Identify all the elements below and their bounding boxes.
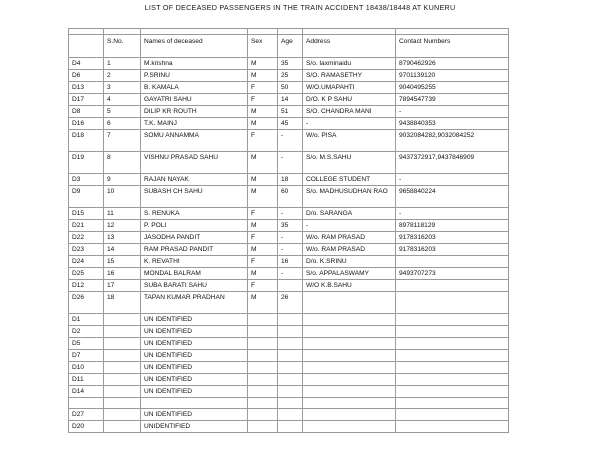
table-row: [69, 292, 509, 314]
cell-sex: M: [248, 118, 278, 130]
cell-sno: 6: [104, 118, 141, 130]
cell-sex: F: [248, 82, 278, 94]
cell-contact: 9178316203: [396, 244, 509, 256]
cell-age: [278, 350, 303, 362]
cell-contact: -: [396, 208, 509, 220]
cell-address: D/O. K P SAHU: [303, 94, 396, 106]
table-row: [69, 256, 509, 268]
cell-sex: F: [248, 94, 278, 106]
cell-sex: M: [248, 106, 278, 118]
table-row: [69, 70, 509, 82]
cell-body-id: D20: [69, 421, 104, 433]
table-row: [69, 152, 509, 174]
cell-body-id: D24: [69, 256, 104, 268]
cell-age: [278, 338, 303, 350]
cell-contact: [396, 292, 509, 314]
cell-name: S. RENUKA: [141, 208, 248, 220]
cell-age: [278, 362, 303, 374]
cell-sno: 5: [104, 106, 141, 118]
cell-sno: 14: [104, 244, 141, 256]
cell-name: VISHNU PRASAD SAHU: [141, 152, 248, 174]
cell-contact: [396, 398, 509, 409]
cell-sno: 8: [104, 152, 141, 174]
cell-address: -: [303, 118, 396, 130]
cell-contact: 8790462926: [396, 58, 509, 70]
cell-sno: [104, 398, 141, 409]
cell-body-id: D14: [69, 386, 104, 398]
table-row: [69, 58, 509, 70]
cell-body-id: D22: [69, 232, 104, 244]
column-header-body-id: [69, 35, 104, 58]
cell-name: UN IDENTIFIED: [141, 409, 248, 421]
table-row: [69, 174, 509, 186]
cell-body-id: D21: [69, 220, 104, 232]
cell-address: [303, 350, 396, 362]
cell-name: JASODHA PANDIT: [141, 232, 248, 244]
cell-address: S/O. CHANDRA MANI: [303, 106, 396, 118]
cell-sno: 10: [104, 186, 141, 208]
table-row: [69, 244, 509, 256]
cell-contact: [396, 280, 509, 292]
cell-sex: F: [248, 280, 278, 292]
cell-sex: [248, 398, 278, 409]
column-header-sex: Sex: [248, 35, 278, 58]
cell-contact: [396, 421, 509, 433]
table-row: [69, 82, 509, 94]
cell-sno: [104, 314, 141, 326]
cell-address: D/o. K.SRINU: [303, 256, 396, 268]
cell-sno: [104, 409, 141, 421]
cell-contact: [396, 386, 509, 398]
page-title: LIST OF DECEASED PASSENGERS IN THE TRAIN ACCIDENT 18438/18448 AT KUNERU: [144, 3, 456, 12]
cell-sno: 2: [104, 70, 141, 82]
cell-age: 25: [278, 70, 303, 82]
cell-body-id: D25: [69, 268, 104, 280]
cell-age: -: [278, 268, 303, 280]
cell-body-id: D19: [69, 152, 104, 174]
cell-address: [303, 374, 396, 386]
cell-body-id: D16: [69, 118, 104, 130]
cell-name: TAPAN KUMAR PRADHAN: [141, 292, 248, 314]
cell-sex: [248, 314, 278, 326]
cell-address: [303, 421, 396, 433]
cell-sex: [248, 409, 278, 421]
cell-contact: [396, 374, 509, 386]
cell-name: [141, 398, 248, 409]
cell-address: [303, 326, 396, 338]
cell-name: UN IDENTIFIED: [141, 362, 248, 374]
table-row: [69, 350, 509, 362]
cell-contact: 9040495255: [396, 82, 509, 94]
cell-body-id: D5: [69, 338, 104, 350]
cell-sno: [104, 326, 141, 338]
cell-age: 35: [278, 220, 303, 232]
cell-sno: [104, 421, 141, 433]
cell-sno: 18: [104, 292, 141, 314]
cell-sex: M: [248, 268, 278, 280]
column-header-sno: S.No.: [104, 35, 141, 58]
cell-address: [303, 409, 396, 421]
cell-name: UN IDENTIFIED: [141, 374, 248, 386]
cell-name: SUBA BARATI SAHU: [141, 280, 248, 292]
cell-sex: M: [248, 174, 278, 186]
cell-contact: [396, 314, 509, 326]
cell-contact: 9701139120: [396, 70, 509, 82]
cell-address: [303, 398, 396, 409]
cell-sno: 1: [104, 58, 141, 70]
cell-age: [278, 374, 303, 386]
cell-sno: 15: [104, 256, 141, 268]
cell-address: [303, 314, 396, 326]
cell-sex: [248, 362, 278, 374]
cell-body-id: D26: [69, 292, 104, 314]
table-body: [69, 29, 509, 433]
deceased-passengers-table-container: [68, 28, 508, 433]
column-header-contact: Contact Numbers: [396, 35, 509, 58]
table-row: [69, 280, 509, 292]
cell-sex: [248, 421, 278, 433]
table-row: [69, 220, 509, 232]
cell-name: UNIDENTIFIED: [141, 421, 248, 433]
cell-address: S/o. laxminaidu: [303, 58, 396, 70]
cell-sex: [248, 326, 278, 338]
cell-sno: 11: [104, 208, 141, 220]
cell-contact: 9437372917,9437846909: [396, 152, 509, 174]
cell-sex: F: [248, 130, 278, 152]
cell-contact: 8978118129: [396, 220, 509, 232]
cell-name: SOMU ANNAMMA: [141, 130, 248, 152]
cell-name: K. REVATHI: [141, 256, 248, 268]
cell-sex: M: [248, 186, 278, 208]
cell-address: W/o. RAM PRASAD: [303, 244, 396, 256]
cell-body-id: D7: [69, 350, 104, 362]
cell-contact: -: [396, 106, 509, 118]
cell-sex: M: [248, 58, 278, 70]
cell-name: DILIP KR ROUTH: [141, 106, 248, 118]
cell-contact: [396, 256, 509, 268]
cell-sex: F: [248, 232, 278, 244]
cell-sex: [248, 350, 278, 362]
cell-address: W/o. RAM PRASAD: [303, 232, 396, 244]
table-row: [69, 386, 509, 398]
cell-sno: 16: [104, 268, 141, 280]
cell-sno: 12: [104, 220, 141, 232]
table-row: [69, 314, 509, 326]
cell-address: D/o. SARANGA: [303, 208, 396, 220]
cell-contact: 9438840353: [396, 118, 509, 130]
column-header-age: Age: [278, 35, 303, 58]
cell-sex: M: [248, 152, 278, 174]
cell-body-id: D13: [69, 82, 104, 94]
cell-name: GAYATRI SAHU: [141, 94, 248, 106]
cell-age: 50: [278, 82, 303, 94]
table-row: [69, 94, 509, 106]
table-row: [69, 186, 509, 208]
cell-age: [278, 280, 303, 292]
cell-contact: 9032084282,9032084252: [396, 130, 509, 152]
cell-age: -: [278, 244, 303, 256]
cell-sno: [104, 362, 141, 374]
cell-body-id: D23: [69, 244, 104, 256]
cell-body-id: [69, 398, 104, 409]
cell-address: W/O.UMAPAHTI: [303, 82, 396, 94]
cell-body-id: D12: [69, 280, 104, 292]
cell-body-id: D6: [69, 70, 104, 82]
cell-contact: [396, 326, 509, 338]
table-row: [69, 362, 509, 374]
cell-body-id: D18: [69, 130, 104, 152]
cell-age: 45: [278, 118, 303, 130]
cell-address: -: [303, 220, 396, 232]
cell-age: 60: [278, 186, 303, 208]
cell-age: [278, 386, 303, 398]
cell-body-id: D11: [69, 374, 104, 386]
cell-sno: 17: [104, 280, 141, 292]
cell-sno: [104, 350, 141, 362]
cell-body-id: D10: [69, 362, 104, 374]
table-row: [69, 208, 509, 220]
cell-name: B. KAMALA: [141, 82, 248, 94]
table-row: [69, 374, 509, 386]
cell-sno: 9: [104, 174, 141, 186]
cell-address: S/o. MADHUSUDHAN RAO: [303, 186, 396, 208]
cell-body-id: D27: [69, 409, 104, 421]
table-row: [69, 118, 509, 130]
cell-sno: [104, 338, 141, 350]
cell-age: [278, 409, 303, 421]
cell-age: [278, 314, 303, 326]
cell-body-id: D2: [69, 326, 104, 338]
cell-sno: 3: [104, 82, 141, 94]
cell-name: T.K. MAINJ: [141, 118, 248, 130]
cell-age: [278, 398, 303, 409]
cell-name: RAJAN NAYAK: [141, 174, 248, 186]
cell-sex: [248, 338, 278, 350]
cell-contact: 9178316203: [396, 232, 509, 244]
cell-body-id: D1: [69, 314, 104, 326]
cell-address: [303, 362, 396, 374]
table-row: [69, 326, 509, 338]
cell-age: 14: [278, 94, 303, 106]
cell-name: SUBASH CH SAHU: [141, 186, 248, 208]
table-row: [69, 130, 509, 152]
cell-address: [303, 338, 396, 350]
cell-name: UN IDENTIFIED: [141, 326, 248, 338]
cell-sex: [248, 386, 278, 398]
cell-name: UN IDENTIFIED: [141, 314, 248, 326]
table-blank-row: [69, 398, 509, 409]
cell-contact: -: [396, 174, 509, 186]
cell-contact: [396, 350, 509, 362]
cell-body-id: D8: [69, 106, 104, 118]
cell-body-id: D4: [69, 58, 104, 70]
cell-address: [303, 386, 396, 398]
table-row: [69, 421, 509, 433]
cell-contact: 7894547739: [396, 94, 509, 106]
cell-sno: 13: [104, 232, 141, 244]
cell-sex: M: [248, 292, 278, 314]
cell-age: 26: [278, 292, 303, 314]
cell-name: UN IDENTIFIED: [141, 338, 248, 350]
cell-age: 51: [278, 106, 303, 118]
cell-name: UN IDENTIFIED: [141, 350, 248, 362]
cell-address: [303, 292, 396, 314]
cell-contact: [396, 409, 509, 421]
cell-name: P.SRINU: [141, 70, 248, 82]
cell-age: 18: [278, 174, 303, 186]
cell-sno: 4: [104, 94, 141, 106]
cell-address: COLLEGE STUDENT: [303, 174, 396, 186]
cell-sno: [104, 386, 141, 398]
cell-contact: 9658840224: [396, 186, 509, 208]
cell-sex: F: [248, 256, 278, 268]
cell-name: RAM PRASAD PANDIT: [141, 244, 248, 256]
cell-age: -: [278, 208, 303, 220]
table-row: [69, 409, 509, 421]
cell-age: -: [278, 130, 303, 152]
cell-address: W/o. PISA: [303, 130, 396, 152]
cell-sex: M: [248, 70, 278, 82]
column-header-name: Names of deceased: [141, 35, 248, 58]
table-row: [69, 338, 509, 350]
cell-sex: [248, 374, 278, 386]
cell-body-id: D15: [69, 208, 104, 220]
cell-sno: 7: [104, 130, 141, 152]
cell-body-id: D3: [69, 174, 104, 186]
cell-sex: M: [248, 220, 278, 232]
cell-name: M.krishna: [141, 58, 248, 70]
cell-body-id: D9: [69, 186, 104, 208]
table-row: [69, 106, 509, 118]
table-row: [69, 268, 509, 280]
cell-address: W/O K.B.SAHU: [303, 280, 396, 292]
cell-contact: [396, 338, 509, 350]
cell-sno: [104, 374, 141, 386]
deceased-passengers-table: [68, 28, 509, 433]
cell-sex: F: [248, 208, 278, 220]
column-header-address: Address: [303, 35, 396, 58]
cell-name: P. POLI: [141, 220, 248, 232]
cell-name: MONDAL BALRAM: [141, 268, 248, 280]
cell-name: UN IDENTIFIED: [141, 386, 248, 398]
cell-age: 35: [278, 58, 303, 70]
cell-contact: [396, 362, 509, 374]
cell-age: 16: [278, 256, 303, 268]
table-header-row: [69, 35, 509, 58]
cell-contact: 9493707273: [396, 268, 509, 280]
cell-body-id: D17: [69, 94, 104, 106]
cell-address: S/O. RAMASETHY: [303, 70, 396, 82]
cell-age: [278, 421, 303, 433]
cell-sex: M: [248, 244, 278, 256]
cell-age: [278, 326, 303, 338]
table-row: [69, 232, 509, 244]
cell-age: -: [278, 232, 303, 244]
cell-age: -: [278, 152, 303, 174]
cell-address: S/o. M.S.SAHU: [303, 152, 396, 174]
cell-address: S/o. APPALASWAMY: [303, 268, 396, 280]
